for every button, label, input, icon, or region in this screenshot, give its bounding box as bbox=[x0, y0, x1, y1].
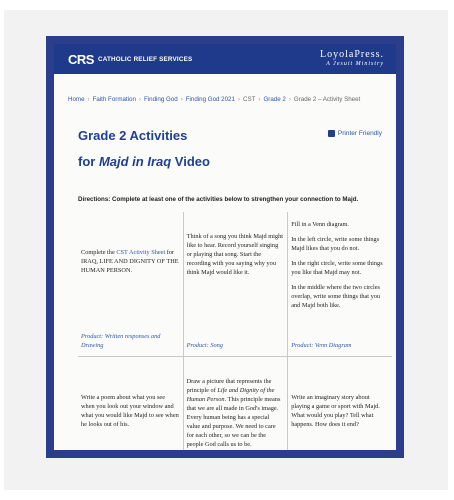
breadcrumb-separator: › bbox=[237, 96, 241, 103]
breadcrumb-finding-god[interactable]: Finding God bbox=[143, 96, 178, 103]
breadcrumb-separator: › bbox=[138, 96, 141, 103]
subtitle-prefix: for bbox=[78, 154, 99, 169]
subtitle-italic: Majd in Iraq bbox=[98, 154, 172, 169]
printer-icon bbox=[328, 130, 335, 137]
activity-cell bbox=[183, 212, 288, 356]
breadcrumb-grade-2[interactable]: Grade 2 bbox=[263, 96, 286, 103]
product-label: Product: Written responses and Drawing bbox=[81, 333, 161, 349]
breadcrumb-home[interactable]: Home bbox=[68, 96, 85, 103]
table-row bbox=[78, 357, 392, 450]
printer-friendly-link[interactable] bbox=[328, 130, 382, 137]
site-header bbox=[54, 44, 396, 74]
crs-logo-text: CATHOLIC RELIEF SERVICES bbox=[97, 56, 193, 63]
activities-table bbox=[78, 212, 392, 450]
activity-6-text: Write an imaginary story about playing a game or sport with Majd. What would you play? Tell what happens. How does it end? bbox=[291, 394, 380, 428]
activity-3-p2: In the left circle, write some things Majd likes that you do not. bbox=[291, 236, 380, 252]
activity-5-pre: Draw a picture that represents the principle of bbox=[186, 378, 272, 394]
activity-5-text bbox=[187, 377, 285, 449]
breadcrumb-cst: CST bbox=[243, 96, 256, 103]
cst-activity-sheet-link[interactable]: CST Activity Sheet bbox=[116, 249, 166, 256]
activity-3-text bbox=[291, 220, 389, 316]
activity-cell bbox=[287, 212, 392, 356]
activity-3-p3: In the right circle, write some things you like that Majd may not. bbox=[291, 260, 383, 276]
product-label: Product: Song bbox=[186, 342, 223, 349]
loyola-name: LoyolaPress. bbox=[320, 49, 384, 60]
page-subtitle bbox=[78, 154, 210, 169]
loyola-logo[interactable] bbox=[320, 49, 384, 67]
crs-logo-mark: CRS bbox=[68, 52, 94, 67]
breadcrumb-current: Grade 2 – Activity Sheet bbox=[293, 96, 361, 103]
subtitle-suffix: Video bbox=[171, 154, 210, 169]
loyola-sub: A Jesuit Ministry bbox=[326, 61, 384, 67]
breadcrumb-separator: › bbox=[258, 96, 261, 103]
page-content bbox=[54, 44, 396, 450]
activity-4-text: Write a poem about what you see when you look out your window and what you would like Majd to see when he looks out of his. bbox=[81, 394, 179, 428]
crs-logo[interactable] bbox=[68, 52, 192, 67]
activity-3-p1: Fill in a Venn diagram. bbox=[291, 221, 349, 228]
activity-1-post: for IRAQ, LIFE AND DIGNITY OF THE HUMAN PERSON. bbox=[81, 249, 179, 274]
breadcrumb-separator: › bbox=[180, 96, 183, 103]
activity-cell bbox=[78, 212, 183, 356]
activity-5-post: . This principle means that we are all made in God's image. Every human being has a special value and purpose. We need to care for each other, so we can be the people God calls us to be. bbox=[186, 396, 281, 448]
activity-5-italic: Life and Dignity of the Human Person bbox=[186, 387, 275, 403]
table-row bbox=[78, 212, 392, 357]
activity-3-p4: In the middle where the two circles overlap, write some things that you and Majd both like. bbox=[291, 284, 381, 309]
activity-cell bbox=[183, 357, 288, 450]
activity-1-pre: Complete the bbox=[81, 249, 117, 256]
activity-cell bbox=[287, 357, 392, 450]
breadcrumb-separator: › bbox=[288, 96, 291, 103]
page-frame bbox=[46, 36, 404, 458]
breadcrumb bbox=[68, 96, 360, 103]
activity-cell bbox=[78, 357, 183, 450]
breadcrumb-finding-god-2021[interactable]: Finding God 2021 bbox=[185, 96, 235, 103]
activity-text bbox=[81, 248, 180, 275]
page-title: Grade 2 Activities bbox=[78, 128, 188, 143]
activity-2-text: Think of a song you think Majd might like to hear. Record yourself singing or playing that song. Start the recording with you saying why you think Majd would like it. bbox=[186, 233, 283, 276]
breadcrumb-faith-formation[interactable]: Faith Formation bbox=[92, 96, 136, 103]
printer-friendly-label: Printer Friendly bbox=[337, 130, 382, 137]
product-label: Product: Venn Diagram bbox=[291, 342, 352, 349]
breadcrumb-separator: › bbox=[87, 96, 90, 103]
directions-text: Directions: Complete at least one of the activities below to strengthen your connection to Majd. bbox=[78, 196, 359, 203]
